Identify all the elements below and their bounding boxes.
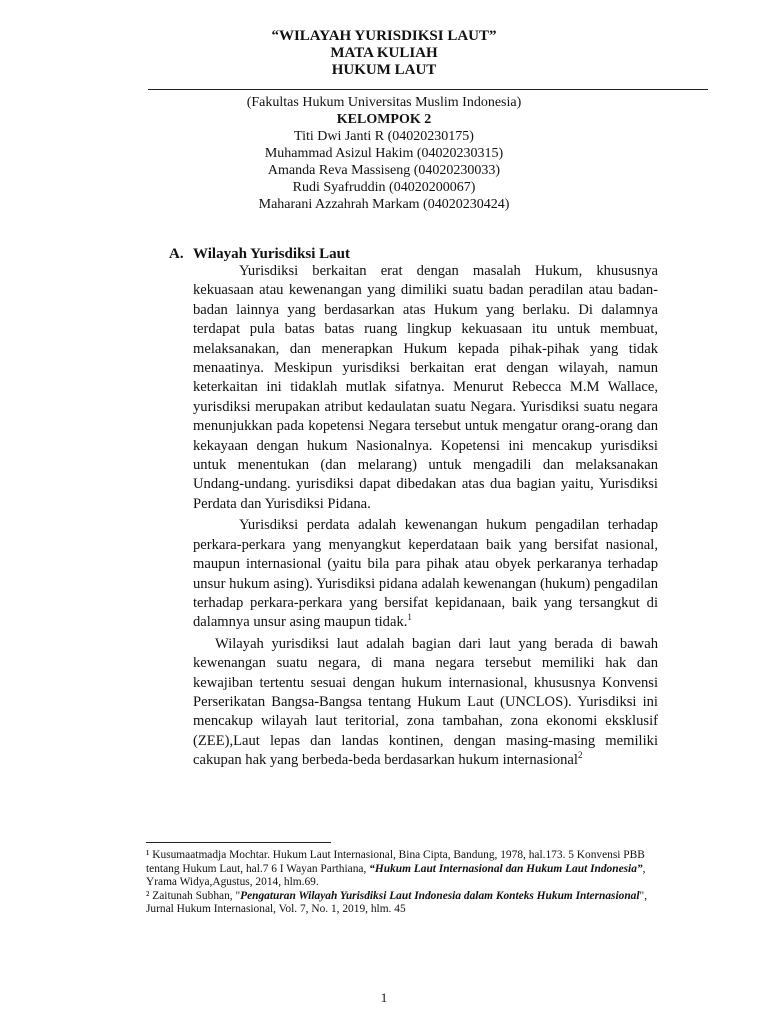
paragraph-2 <box>193 516 658 632</box>
footnote-ref-1[interactable]: 1 <box>407 612 412 623</box>
group-name: KELOMPOK 2 <box>336 112 432 127</box>
footnote-1-title: “Hukum Laut Internasional dan Hukum Laut Indonesia” <box>369 862 643 875</box>
paragraph-2-text: Yurisdiksi perdata adalah kewenangan hukum pengadilan terhadap perkara-perkara yang menyangkut keperdataan baik yang bersifat nasional, maupun internasional (yaitu bila para pihak atau obyek perkaranya terhadap unsur hukum asing). Yurisdiksi pidana adalah kewenangan (hukum) pengadilan terhadap perkara-perkara yang bersifat kepidanaan, baik yang tersangkut di dalamnya unsur asing maupun tidak. <box>193 517 658 631</box>
faculty-line: (Fakultas Hukum Universitas Muslim Indonesia) <box>246 95 522 110</box>
section-title: Wilayah Yurisdiksi Laut <box>193 246 351 262</box>
page-number: 1 <box>380 990 388 1005</box>
footnote-2-title: Pengaturan Wilayah Yurisdiksi Laut Indonesia dalam Konteks Hukum Internasional <box>240 889 640 902</box>
document-title: “WILAYAH YURISDIKSI LAUT” <box>271 28 497 44</box>
member-5: Maharani Azzahrah Markam (04020230424) <box>258 197 510 212</box>
section-letter: A. <box>169 246 184 262</box>
course-name: HUKUM LAUT <box>331 62 437 78</box>
footnote-1-text: ¹ Kusumaatmadja Mochtar. Hukum Laut Internasional, Bina Cipta, Bandung, 1978, hal.173. 5 Konvensi PBB tentang Hukum Laut, hal.7 6 I Wayan Parthiana, <box>146 849 645 875</box>
footnote-2 <box>146 890 666 917</box>
paragraph-3-text: Wilayah yurisdiksi laut adalah bagian dari laut yang berada di bawah kewenangan suatu negara, di mana negara tersebut memiliki hak dan kewajiban tertentu sesuai dengan hukum internasional, khususnya Konvensi Perserikatan Bangsa-Bangsa tentang Hukum Laut (UNCLOS). Yurisdiksi ini mencakup wilayah laut teritorial, zona tambahan, zona ekonomi eksklusif (ZEE),Laut lepas dan landas kontinen, dengan masing-masing memiliki cakupan hak yang berbeda-beda berdasarkan hukum internasional <box>193 635 658 769</box>
member-1: Titi Dwi Janti R (04020230175) <box>294 129 474 144</box>
section-heading <box>169 245 350 263</box>
footnote-2-tail: ", Jurnal Hukum Internasional, Vol. 7, No. 1, 2019, hlm. 45 <box>146 889 648 916</box>
footnote-1-tail: , Yrama Widya,Agustus, 2014, hlm.69. <box>146 862 646 889</box>
footnote-divider <box>146 842 331 843</box>
paragraph-1 <box>193 262 658 514</box>
header-divider <box>148 89 708 90</box>
paragraph-1-text: Yurisdiksi berkaitan erat dengan masalah Hukum, khususnya kekuasaan atau kewenangan yang dimiliki suatu badan peradilan atau badan-badan lainnya yang berdasarkan atas Hukum yang berlaku. Di dalamnya terdapat pula batas batas ruang lingkup kekuasaan itu untuk membuat, melaksanakan, dan menerapkan Hukum kepada pihak-pihak yang tidak menaatinya. Meskipun yurisdiksi berkaitan erat dengan wilayah, namun keterkaitan ini tidaklah mutlak sifatnya. Menurut Rebecca M.M Wallace, yurisdiksi merupakan atribut kedaulatan suatu Negara. Yurisdiksi suatu negara menunjukkan pada kopetensi Negara tersebut untuk mengatur orang-orang dan kekayaan dengan hukum Nasionalnya. Kopetensi ini mencakup yurisdiksi untuk menentukan (dan melarang) untuk mengadili dan melaksanakan Undang-undang. yurisdiksi dapat dibedakan atas dua bagian yaitu, Yurisdiksi Perdata dan Yurisdiksi Pidana. <box>193 263 658 512</box>
member-3: Amanda Reva Massiseng (04020230033) <box>267 163 501 178</box>
member-4: Rudi Syafruddin (04020200067) <box>292 180 476 195</box>
member-2: Muhammad Asizul Hakim (04020230315) <box>264 146 504 161</box>
document-header <box>0 28 768 79</box>
course-label: MATA KULIAH <box>330 45 438 61</box>
footnotes <box>146 849 666 917</box>
footnote-2-text: ² Zaitunah Subhan, " <box>146 889 241 902</box>
footnote-ref-2[interactable]: 2 <box>577 750 583 761</box>
paragraph-3 <box>193 635 658 771</box>
section-body <box>193 262 658 771</box>
group-info <box>0 94 768 213</box>
footnote-1 <box>146 849 666 890</box>
